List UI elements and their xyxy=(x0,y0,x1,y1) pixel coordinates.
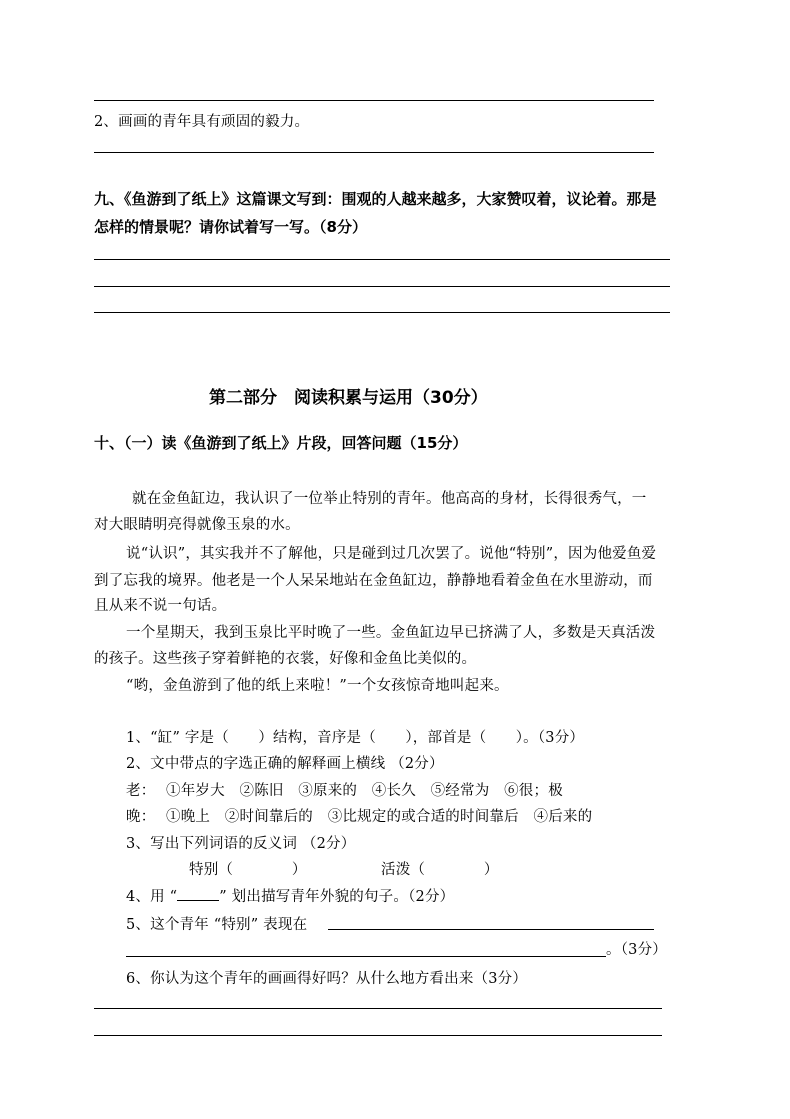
question-4 xyxy=(126,885,454,906)
passage-line: 说“认识”，其实我并不了解他，只是碰到过几次罢了。说他“特别”，因为他爱鱼爱 xyxy=(126,546,657,562)
answer-line xyxy=(94,1008,662,1009)
antonym-1: 特别（ ） xyxy=(189,862,307,878)
question-3: 3、写出下列词语的反义词 （2分） xyxy=(126,836,356,852)
lao-options: ①年岁大 ②陈旧 ③原来的 ④长久 ⑤经常为 ⑥很；极 xyxy=(166,783,563,799)
question-5: 5、这个青年 “特别” 表现在 xyxy=(126,917,308,933)
question-4-prefix: 4、用 “ xyxy=(126,889,178,905)
q10-heading: 十、（一）读《鱼游到了纸上》片段，回答问题（15分） xyxy=(94,434,468,452)
q8-item-2: 2、画画的青年具有顽固的毅力。 xyxy=(94,114,310,130)
question-4-suffix: ” 划出描写青年外貌的句子。（2分） xyxy=(219,889,455,905)
passage-line: 就在金鱼缸边，我认识了一位举止特别的青年。他高高的身材，长得很秀气，一 xyxy=(132,491,647,507)
question-5-end: 。（3分） xyxy=(606,942,667,958)
question-1: 1、“缸” 字是（ ）结构，音序是（ ），部首是（ ）。（3分） xyxy=(126,730,585,746)
part2-title: 第二部分 阅读积累与运用（30分） xyxy=(209,388,488,408)
passage-line: 的孩子。这些孩子穿着鲜艳的衣裳，好像和金鱼比美似的。 xyxy=(94,651,477,667)
answer-line xyxy=(94,312,670,313)
wan-options: ①晚上 ②时间靠后的 ③比规定的或合适的时间靠后 ④后来的 xyxy=(166,809,593,825)
passage-line: “哟，金鱼游到了他的纸上来啦！”一个女孩惊奇地叫起来。 xyxy=(126,678,509,694)
antonym-2: 活泼（ ） xyxy=(381,862,499,878)
answer-line xyxy=(126,956,606,957)
passage-line: 且从来不说一句话。 xyxy=(94,598,227,614)
answer-line xyxy=(94,152,654,153)
question-6: 6、你认为这个青年的画画得好吗？从什么地方看出来（3分） xyxy=(126,971,528,987)
passage-line: 到了忘我的境界。他老是一个人呆呆地站在金鱼缸边，静静地看着金鱼在水里游动，而 xyxy=(94,573,653,589)
answer-line xyxy=(94,100,654,101)
answer-line xyxy=(94,259,670,260)
q9-prompt-line2: 怎样的情景呢？请你试着写一写。（8分） xyxy=(94,218,367,236)
passage-line: 一个星期天，我到玉泉比平时晚了一些。金鱼缸边早已挤满了人，多数是天真活泼 xyxy=(126,625,656,641)
question-2: 2、文中带点的字选正确的解释画上横线 （2分） xyxy=(126,756,444,772)
q9-prompt-line1: 九、《鱼游到了纸上》这篇课文写到：围观的人越来越多，大家赞叹着，议论着。那是 xyxy=(94,190,657,208)
wan-label: 晚： xyxy=(126,809,156,825)
underline-sample xyxy=(177,886,219,901)
answer-line xyxy=(94,1035,662,1036)
answer-line xyxy=(94,286,670,287)
passage-line: 对大眼睛明亮得就像玉泉的水。 xyxy=(94,517,300,533)
answer-line xyxy=(328,929,654,930)
lao-label: 老： xyxy=(126,783,156,799)
